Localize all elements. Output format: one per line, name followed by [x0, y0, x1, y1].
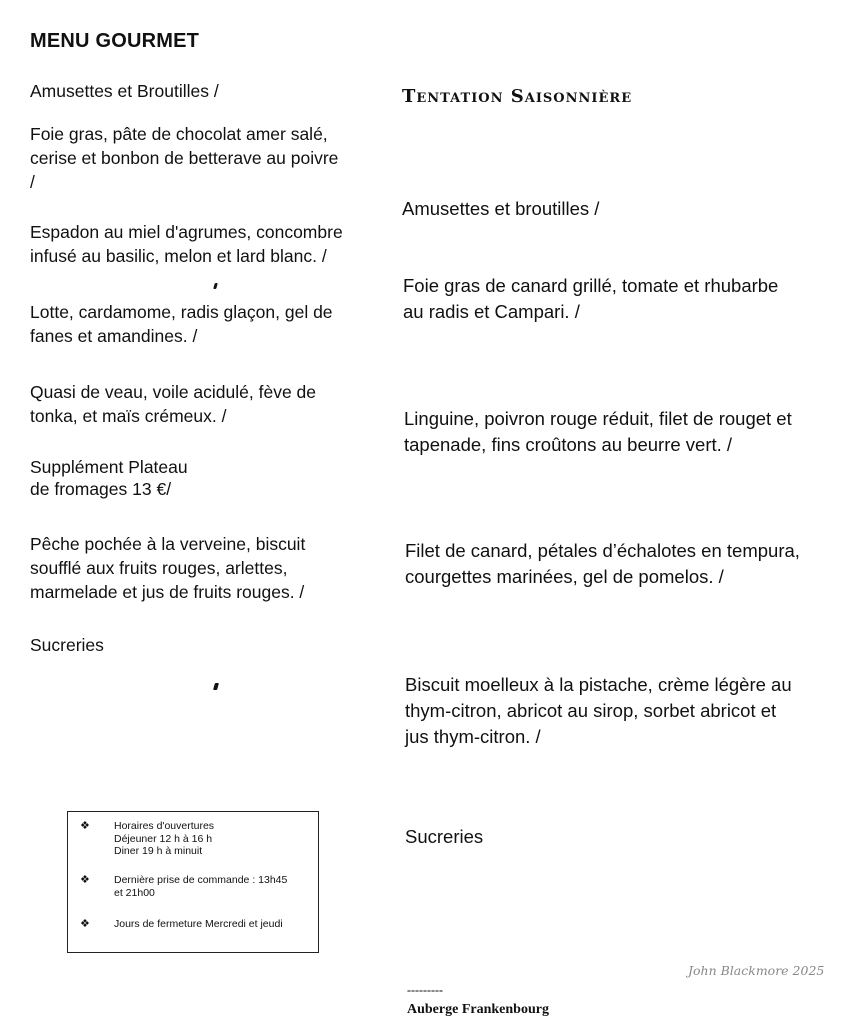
left-menu-item: Pêche pochée à la verveine, biscuit soufflé aux fruits rouges, arlettes, marmelade et jus de fruits rouges. / [30, 534, 306, 602]
restaurant-name: Auberge Frankenbourg [407, 1002, 549, 1017]
right-menu-item: Foie gras de canard grillé, tomate et rhubarbe au radis et Campari. / [403, 275, 779, 322]
diamond-bullet-icon: ❖ [80, 820, 90, 832]
left-menu-item: Amusettes et Broutilles / [30, 81, 219, 101]
right-menu-item: Sucreries [405, 826, 484, 847]
ink-speck [213, 683, 219, 690]
footer-divider: --------- [407, 983, 443, 997]
right-menu-item: Amusettes et broutilles / [402, 198, 600, 219]
left-menu-item: Sucreries [30, 635, 104, 655]
left-menu-item: Quasi de veau, voile acidulé, fève de tonka, et maïs crémeux. / [30, 382, 317, 426]
diamond-bullet-icon: ❖ [80, 874, 90, 886]
opening-hours-box: ❖ Horaires d'ouvertures Déjeuner 12 h à 16 h Diner 19 h à minuit ❖ Dernière prise de commande : 13h45 et 21h00 ❖ Jours de fermeture Mercredi et jeudi [67, 811, 319, 953]
right-menu-item: Linguine, poivron rouge réduit, filet de rouget et tapenade, fins croûtons au beurre vert. / [404, 408, 792, 455]
left-menu-item: Supplément Plateau de fromages 13 €/ [30, 457, 188, 499]
ink-speck [213, 283, 218, 289]
right-menu-item: Filet de canard, pétales d’échalotes en tempura, courgettes marinées, gel de pomelos. / [405, 540, 800, 587]
left-menu-item: Espadon au miel d'agrumes, concombre infusé au basilic, melon et lard blanc. / [30, 222, 343, 266]
left-menu-item: Foie gras, pâte de chocolat amer salé, cerise et bonbon de betterave au poivre / [30, 124, 339, 192]
diamond-bullet-icon: ❖ [80, 918, 90, 930]
signature: John Blackmore 2025 [688, 963, 825, 978]
left-menu-item: Lotte, cardamome, radis glaçon, gel de fanes et amandines. / [30, 302, 333, 346]
menu-gourmet-title: MENU GOURMET [30, 30, 200, 52]
right-menu-item: Biscuit moelleux à la pistache, crème légère au thym-citron, abricot au sirop, sorbet abricot et jus thym-citron. / [405, 674, 792, 747]
tentation-saisonniere-title: Tentation Saisonnière [402, 86, 633, 107]
